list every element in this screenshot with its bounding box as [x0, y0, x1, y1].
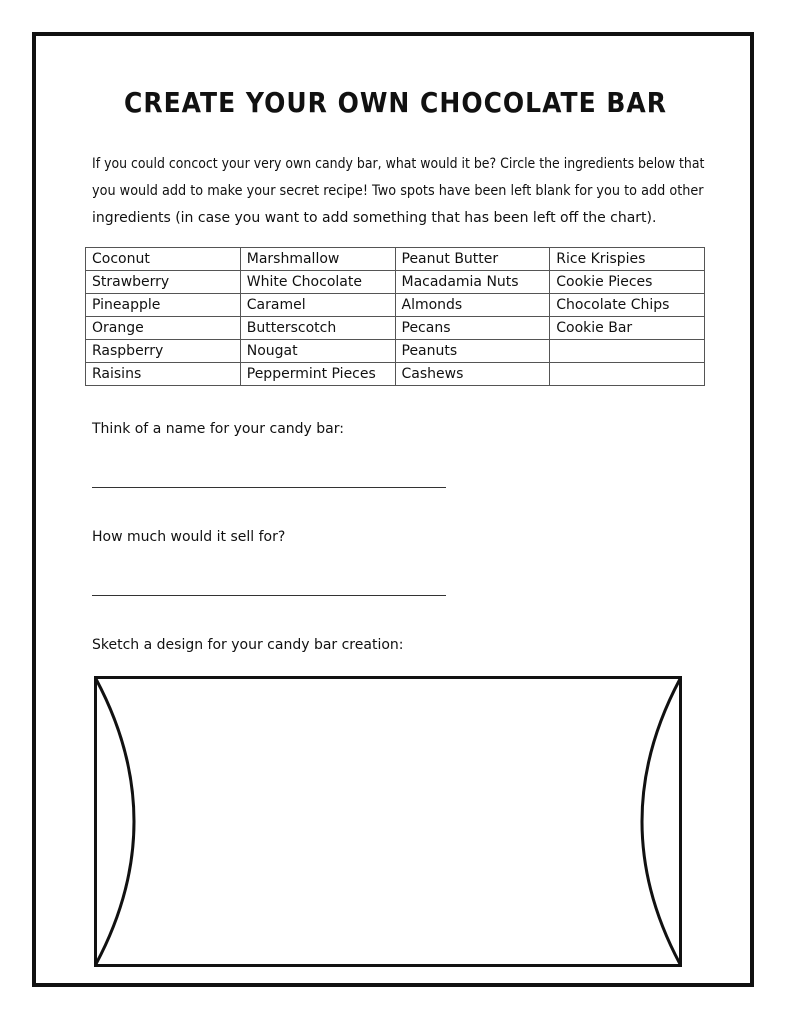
ingredient-cell[interactable]: Macadamia Nuts — [395, 271, 550, 294]
ingredient-cell[interactable]: Rice Krispies — [550, 248, 705, 271]
ingredient-cell[interactable]: Raisins — [86, 363, 241, 386]
ingredient-cell[interactable]: Peanut Butter — [395, 248, 550, 271]
ingredients-table — [85, 247, 705, 386]
wrapper-outline — [96, 678, 681, 966]
ingredient-cell[interactable]: Raspberry — [86, 340, 241, 363]
ingredient-cell[interactable]: Nougat — [240, 340, 395, 363]
ingredient-cell[interactable]: Caramel — [240, 294, 395, 317]
intro-line: ingredients (in case you want to add something that has been left off the chart). — [92, 210, 657, 226]
table-row — [86, 248, 705, 271]
ingredient-cell[interactable]: Coconut — [86, 248, 241, 271]
blank-ingredient-cell[interactable] — [550, 340, 705, 363]
name-question: Think of a name for your candy bar: — [92, 421, 344, 437]
price-question: How much would it sell for? — [92, 529, 286, 545]
blank-ingredient-cell[interactable] — [550, 363, 705, 386]
ingredient-cell[interactable]: Marshmallow — [240, 248, 395, 271]
ingredient-cell[interactable]: Peanuts — [395, 340, 550, 363]
ingredient-cell[interactable]: Butterscotch — [240, 317, 395, 340]
ingredient-cell[interactable]: Cashews — [395, 363, 550, 386]
sketch-question: Sketch a design for your candy bar creation: — [92, 637, 404, 653]
page-title: CREATE YOUR OWN CHOCOLATE BAR — [123, 86, 668, 119]
ingredient-cell[interactable]: Cookie Bar — [550, 317, 705, 340]
ingredient-cell[interactable]: Pecans — [395, 317, 550, 340]
price-answer-line[interactable] — [92, 595, 446, 596]
ingredient-cell[interactable]: Chocolate Chips — [550, 294, 705, 317]
candy-bar-sketch-area[interactable] — [94, 676, 682, 967]
ingredient-cell[interactable]: White Chocolate — [240, 271, 395, 294]
ingredient-cell[interactable]: Cookie Pieces — [550, 271, 705, 294]
ingredient-cell[interactable]: Pineapple — [86, 294, 241, 317]
ingredient-cell[interactable]: Almonds — [395, 294, 550, 317]
table-row — [86, 294, 705, 317]
ingredient-cell[interactable]: Orange — [86, 317, 241, 340]
intro-line: If you could concoct your very own candy bar, what would it be? Circle the ingredients below that — [92, 156, 705, 172]
name-answer-line[interactable] — [92, 487, 446, 488]
table-row — [86, 271, 705, 294]
table-row — [86, 317, 705, 340]
intro-line: you would add to make your secret recipe! Two spots have been left blank for you to add other — [92, 183, 704, 199]
table-row — [86, 340, 705, 363]
ingredient-cell[interactable]: Strawberry — [86, 271, 241, 294]
intro-paragraph — [92, 151, 705, 232]
table-row — [86, 363, 705, 386]
ingredient-cell[interactable]: Peppermint Pieces — [240, 363, 395, 386]
